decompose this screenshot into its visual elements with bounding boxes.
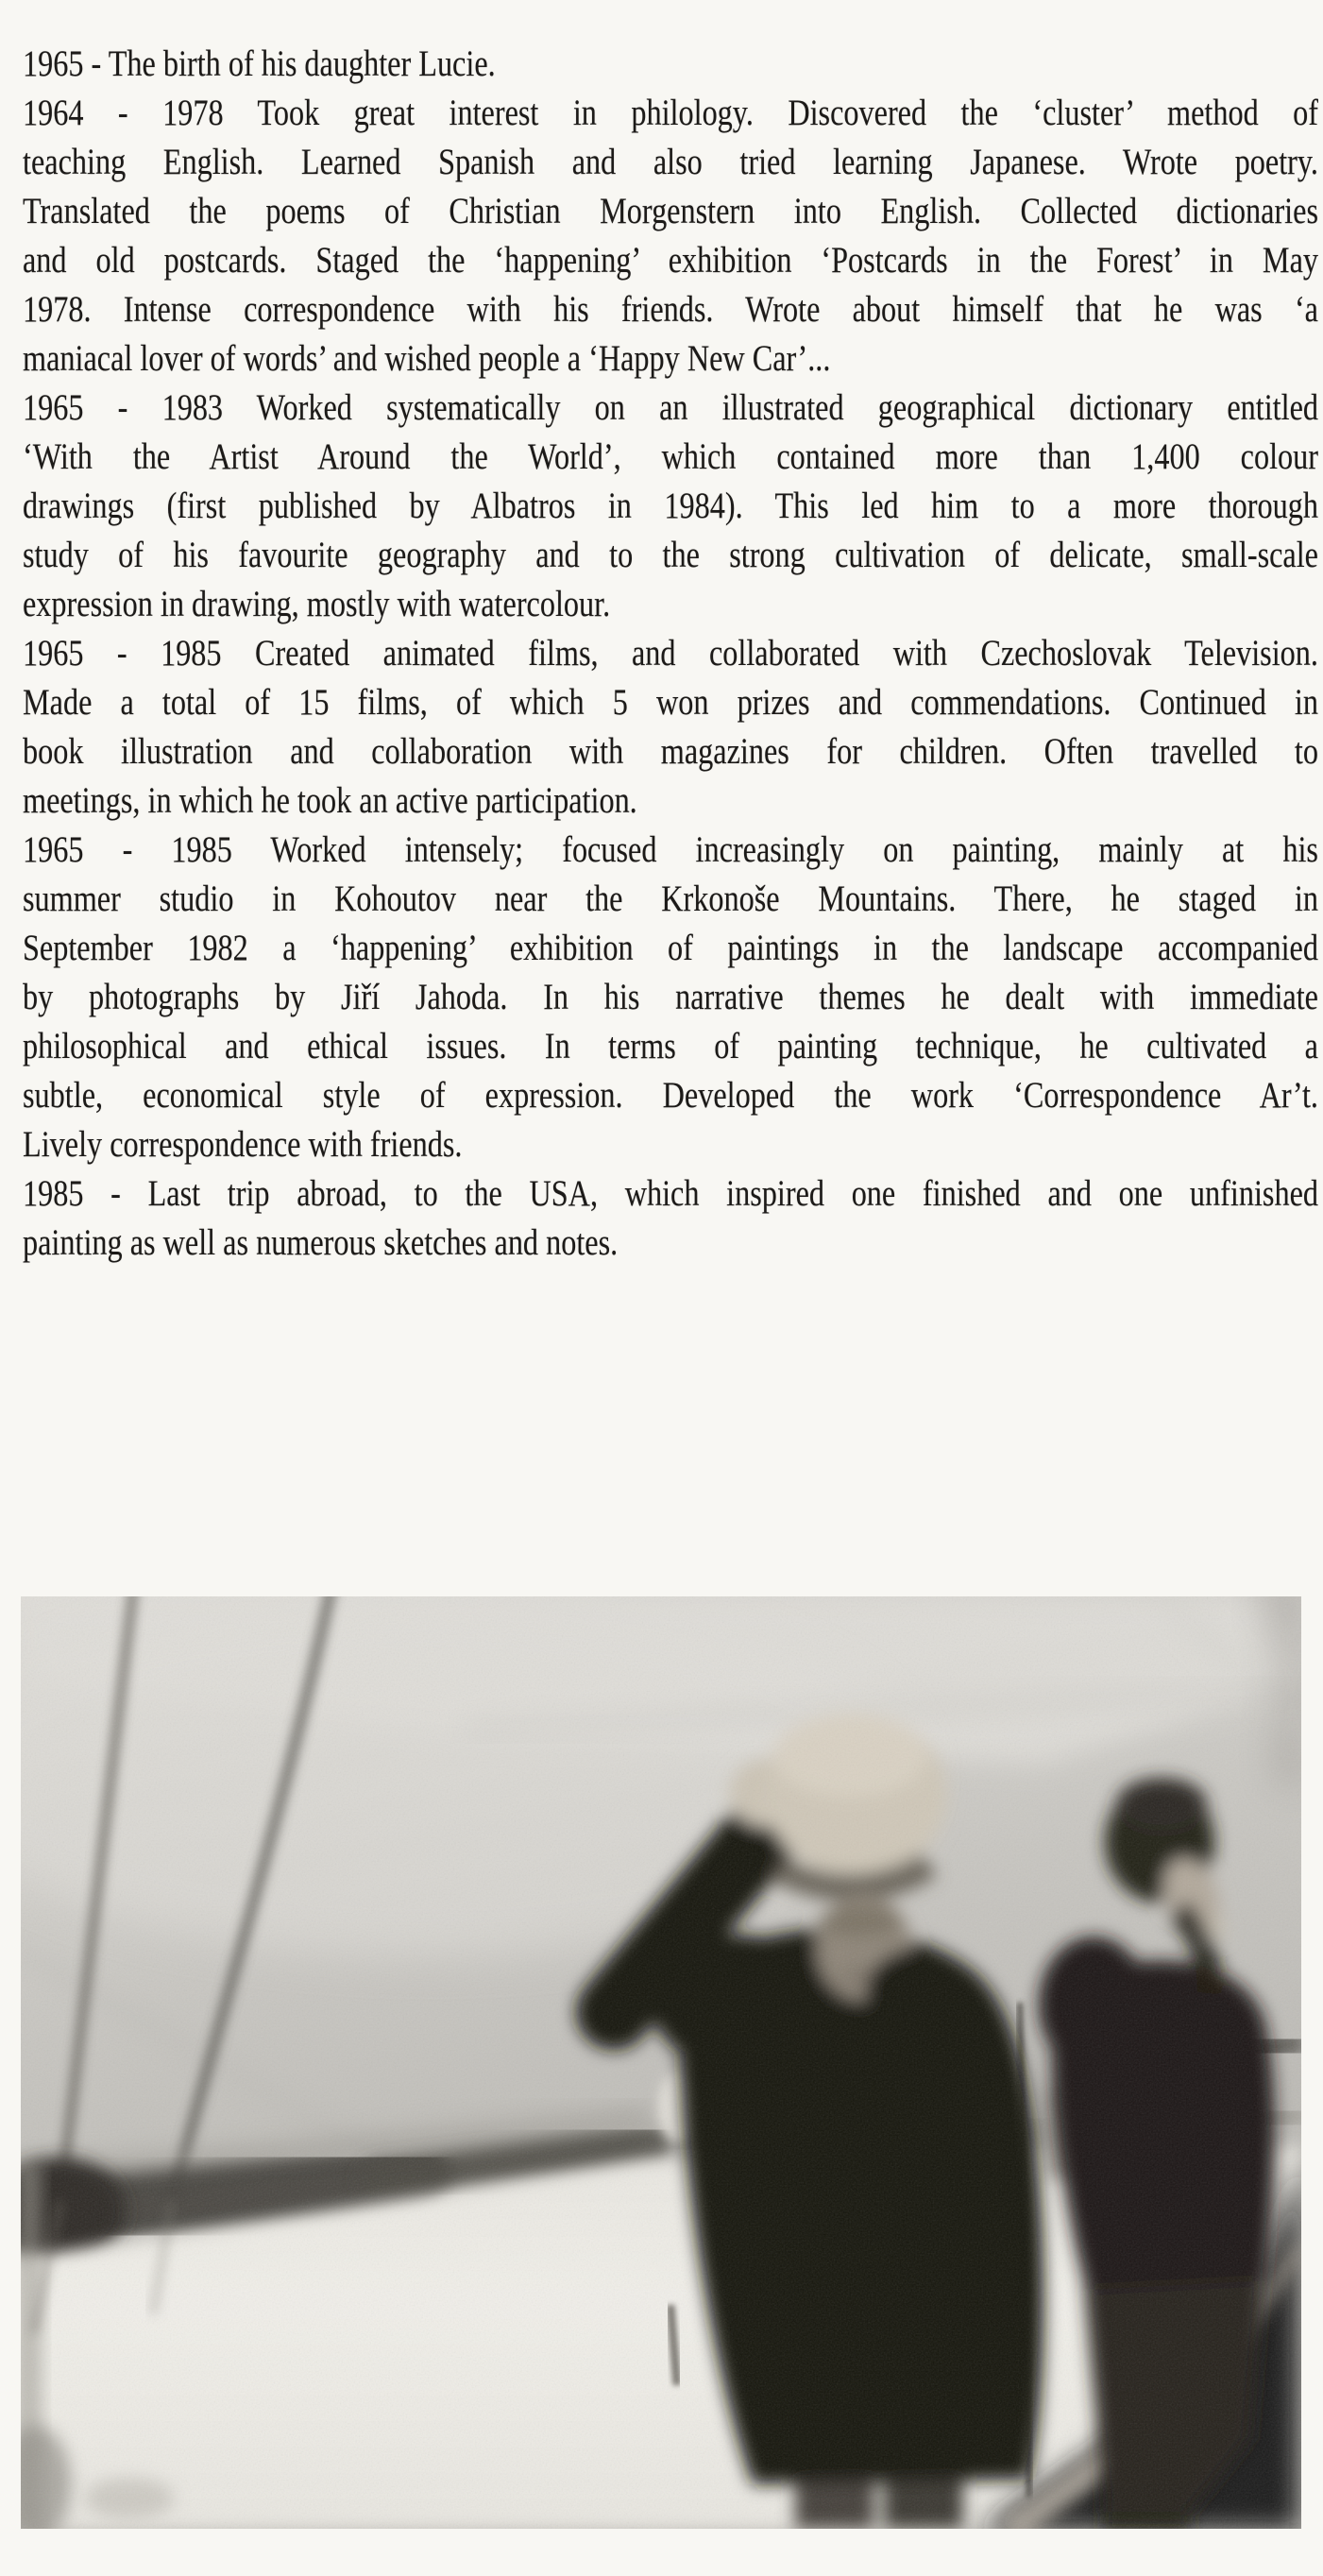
text-line: Made a total of 15 films, of which 5 won prizes and commendations. Continued in (23, 682, 1318, 723)
text-line: September 1982 a ‘happening’ exhibition of paintings in the landscape accompanied (23, 928, 1318, 968)
text-line: Lively correspondence with friends. (23, 1124, 463, 1165)
photo-illustration (21, 1596, 1301, 2529)
text-line: subtle, economical style of expression. Developed the work ‘Correspondence Ar’t. (23, 1075, 1318, 1116)
text-line: book illustration and collaboration with magazines for children. Often travelled to (23, 731, 1318, 772)
text-line: 1965 - The birth of his daughter Lucie. (23, 43, 496, 84)
text-line: meetings, in which he took an active participation. (23, 780, 637, 821)
text-line: study of his favourite geography and to the strong cultivation of delicate, small-scale (23, 535, 1318, 575)
text-line: maniacal lover of words’ and wished people a ‘Happy New Car’... (23, 338, 831, 379)
text-line: Translated the poems of Christian Morgenstern into English. Collected dictionaries (23, 191, 1318, 231)
film-grain (21, 1596, 1301, 2529)
text-line: ‘With the Artist Around the World’, which contained more than 1,400 colour (23, 436, 1318, 477)
text-line: 1965 - 1985 Worked intensely; focused increasingly on painting, mainly at his (23, 829, 1318, 870)
text-line: 1985 - Last trip abroad, to the USA, which inspired one finished and one unfinished (23, 1173, 1318, 1214)
biography-text (23, 40, 1323, 1268)
text-line: by photographs by Jiří Jahoda. In his narrative themes he dealt with immediate (23, 977, 1318, 1017)
text-line: and old postcards. Staged the ‘happening’ exhibition ‘Postcards in the Forest’ in May (23, 240, 1318, 281)
text-line: drawings (first published by Albatros in 1984). This led him to a more thorough (23, 486, 1318, 526)
text-line: painting as well as numerous sketches and notes. (23, 1222, 619, 1263)
text-line: expression in drawing, mostly with watercolour. (23, 584, 611, 624)
text-line: philosophical and ethical issues. In terms of painting technique, he cultivated a (23, 1026, 1318, 1066)
text-line: 1978. Intense correspondence with his friends. Wrote about himself that he was ‘a (23, 289, 1318, 330)
text-line: 1965 - 1983 Worked systematically on an illustrated geographical dictionary entitled (23, 387, 1318, 428)
text-line: teaching English. Learned Spanish and also tried learning Japanese. Wrote poetry. (23, 142, 1318, 182)
text-line: summer studio in Kohoutov near the Krkonoše Mountains. There, he staged in (23, 879, 1318, 919)
photo-two-men-on-ship-deck (21, 1596, 1301, 2529)
text-line: 1964 - 1978 Took great interest in philology. Discovered the ‘cluster’ method of (23, 93, 1318, 133)
text-line: 1965 - 1985 Created animated films, and collaborated with Czechoslovak Television. (23, 633, 1318, 674)
